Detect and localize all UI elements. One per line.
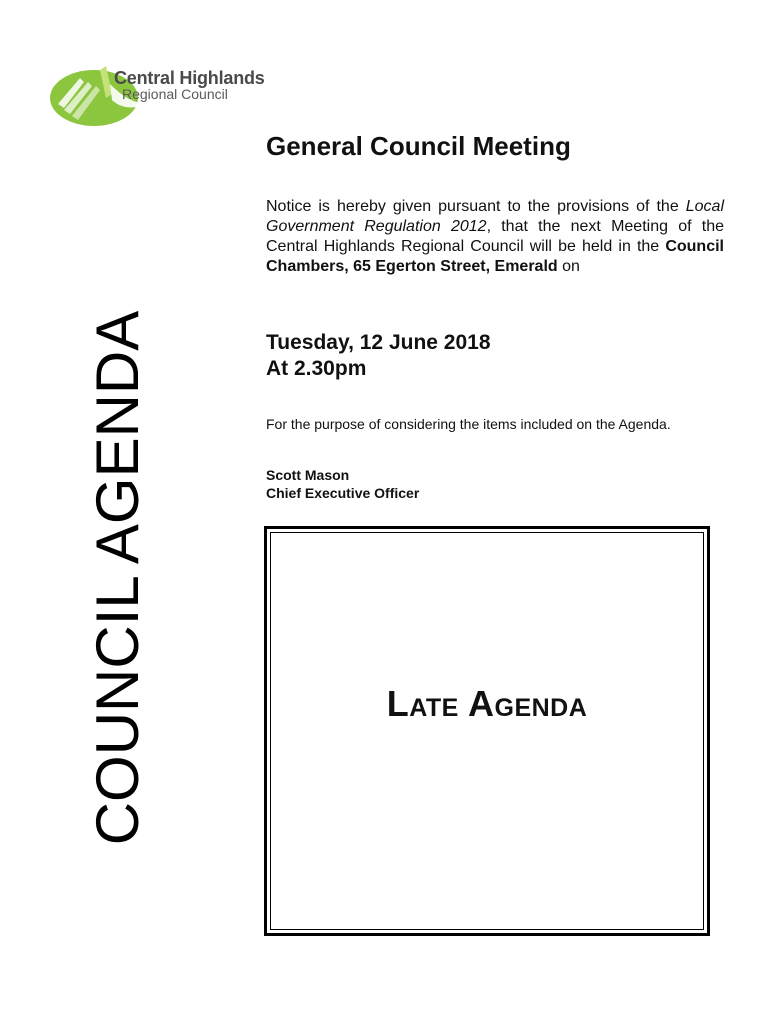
council-logo [50, 64, 290, 130]
side-title: COUNCIL AGENDA [84, 310, 151, 846]
signatory-title: Chief Executive Officer [266, 485, 420, 501]
notice-text-3: on [557, 258, 580, 275]
purpose-statement: For the purpose of considering the items included on the Agenda. [266, 416, 671, 432]
late-agenda-label: Late Agenda [386, 683, 588, 724]
notice-text-1: Notice is hereby given pursuant to the provisions of the [266, 198, 686, 215]
signatory-name: Scott Mason [266, 467, 350, 483]
meeting-date: Tuesday, 12 June 2018 [266, 331, 491, 354]
meeting-time: At 2.30pm [266, 357, 367, 380]
notice-text-2: , that the next Meeting of the Central Highlands Regional Council will be held in the [266, 218, 725, 255]
logo-title: Central Highlands [114, 68, 265, 88]
late-agenda-box [264, 526, 710, 936]
notice-paragraph [266, 197, 724, 277]
late-agenda-inner-border [270, 532, 704, 930]
meeting-venue: Council Chambers, 65 Egerton Street, Emerald [266, 238, 724, 275]
page-title: General Council Meeting [266, 131, 571, 161]
regulation-name: Local Government Regulation 2012 [266, 198, 724, 235]
logo-subtitle: Regional Council [122, 86, 228, 102]
